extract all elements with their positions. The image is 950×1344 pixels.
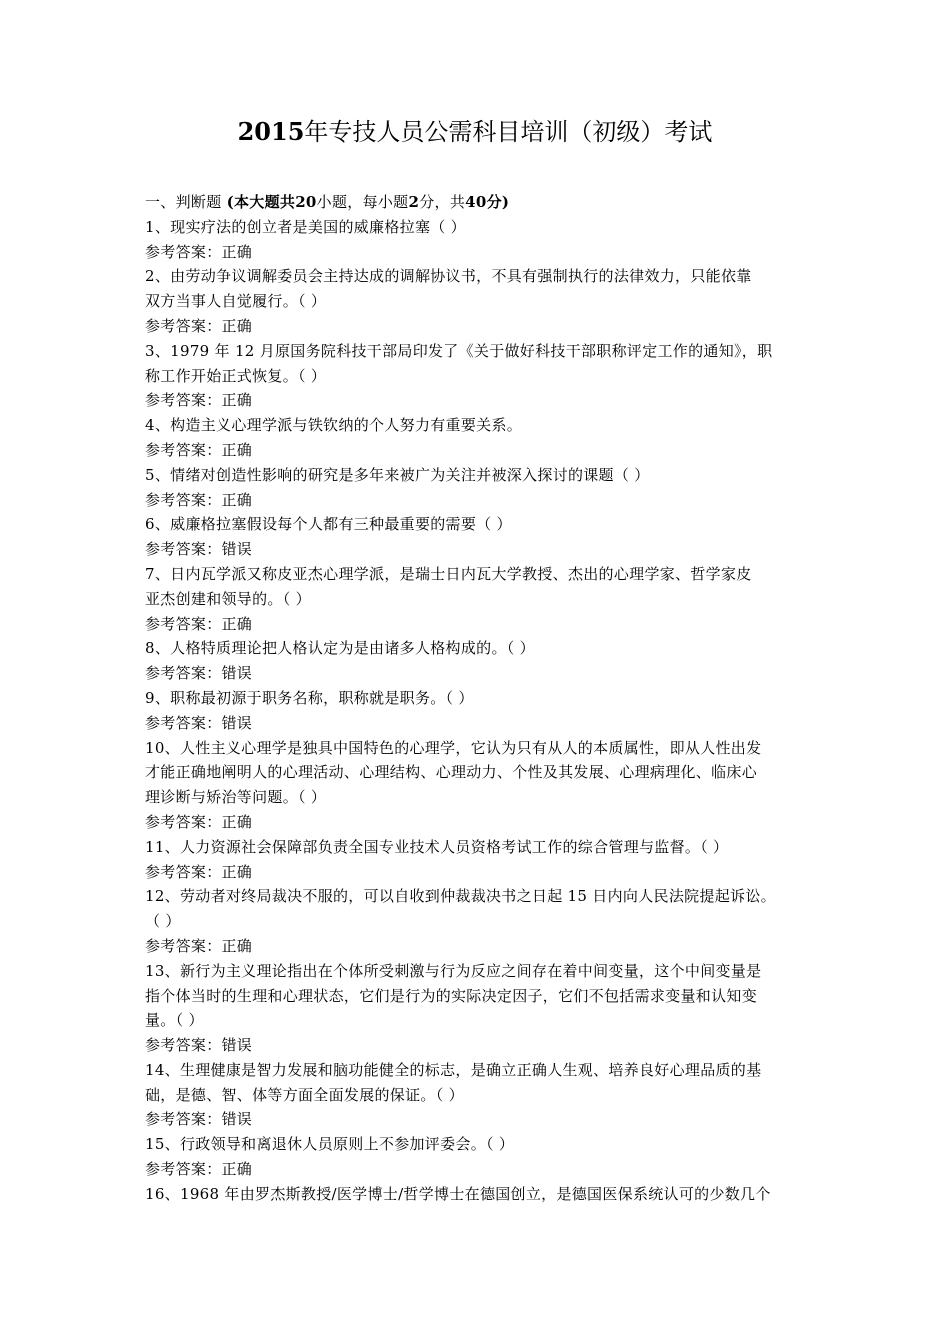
document-title [0, 114, 950, 150]
answer-line: 参考答案：正确 [145, 490, 253, 509]
question-line: 15、行政领导和离退休人员原则上不参加评委会。（ ） [145, 1135, 515, 1154]
question-line: 11、人力资源社会保障部负责全国专业技术人员资格考试工作的综合管理与监督。（ ） [145, 837, 729, 856]
answer-line: 参考答案：正确 [145, 391, 253, 410]
answer-line: 参考答案：正确 [145, 812, 253, 831]
question-line: 础，是德、智、体等方面全面发展的保证。（ ） [145, 1085, 464, 1104]
answer-line: 参考答案：错误 [145, 540, 253, 559]
answer-line: 参考答案：错误 [145, 1110, 253, 1129]
section-heading [145, 190, 810, 215]
question-line: 12、劳动者对终局裁决不服的，可以自收到仲裁裁决书之日起 15 日内向人民法院提起诉讼。 [145, 887, 776, 906]
document-body [145, 190, 810, 1207]
question-line: 亚杰创建和领导的。（ ） [145, 589, 311, 608]
question-line: 2、由劳动争议调解委员会主持达成的调解协议书，不具有强制执行的法律效力，只能依靠 [145, 267, 752, 286]
question-line: 才能正确地阐明人的心理活动、心理结构、心理动力、个性及其发展、心理病理化、临床心 [145, 763, 758, 782]
answer-line: 参考答案：正确 [145, 862, 253, 881]
answer-line: 参考答案：错误 [145, 1036, 253, 1055]
answer-line: 参考答案：正确 [145, 614, 253, 633]
question-line: 理诊断与矫治等问题。（ ） [145, 788, 327, 807]
answer-line: 参考答案：错误 [145, 713, 253, 732]
question-line: 16、1968 年由罗杰斯教授/医学博士/哲学博士在德国创立，是德国医保系统认可的少数几个 [145, 1184, 771, 1203]
section-count: 20 [295, 193, 317, 211]
section-unit: 分，共 [419, 193, 466, 211]
answer-line: 参考答案：正确 [145, 1160, 253, 1179]
question-line: 指个体当时的生理和心理状态，它们是行为的实际决定因子，它们不包括需求变量和认知变 [145, 986, 758, 1005]
answer-line: 参考答案：正确 [145, 316, 253, 335]
question-line: 9、职称最初源于职务名称，职称就是职务。（ ） [145, 688, 474, 707]
question-line: 双方当事人自觉履行。（ ） [145, 292, 327, 311]
section-prefix: 一、判断题 [145, 193, 227, 211]
question-line: 13、新行为主义理论指出在个体所受刺激与行为反应之间存在着中间变量，这个中间变量是 [145, 961, 762, 980]
question-line: 10、人性主义心理学是独具中国特色的心理学，它认为只有从人的本质属性，即从人性出发 [145, 738, 762, 757]
question-line: 7、日内瓦学派又称皮亚杰心理学派，是瑞士日内瓦大学教授、杰出的心理学家、哲学家皮 [145, 564, 752, 583]
question-line: 4、构造主义心理学派与铁钦纳的个人努力有重要关系。 [145, 416, 523, 435]
answer-line: 参考答案：正确 [145, 936, 253, 955]
question-line: 量。（ ） [145, 1011, 204, 1030]
section-points: 2 [408, 193, 420, 211]
question-line: 8、人格特质理论把人格认定为是由诸多人格构成的。（ ） [145, 639, 535, 658]
section-close: 分) [486, 193, 510, 211]
question-line: 称工作开始正式恢复。（ ） [145, 366, 327, 385]
question-line: 6、威廉格拉塞假设每个人都有三种最重要的需要（ ） [145, 515, 512, 534]
answer-line: 参考答案：正确 [145, 440, 253, 459]
title-text: 年专技人员公需科目培训（初级）考试 [304, 118, 713, 146]
answer-line: 参考答案：正确 [145, 242, 253, 261]
question-line: 1、现实疗法的创立者是美国的威廉格拉塞（ ） [145, 217, 466, 236]
section-open: (本大题共 [226, 193, 296, 211]
question-line: 14、生理健康是智力发展和脑功能健全的标志，是确立正确人生观、培养良好心理品质的基 [145, 1060, 762, 1079]
question-line: （ ） [145, 912, 181, 931]
section-per-label: 小题，每小题 [316, 193, 409, 211]
answer-line: 参考答案：错误 [145, 664, 253, 683]
section-total: 40 [465, 193, 487, 211]
question-line: 5、情绪对创造性影响的研究是多年来被广为关注并被深入探讨的课题（ ） [145, 465, 650, 484]
question-line: 3、1979 年 12 月原国务院科技干部局印发了《关于做好科技干部职称评定工作的通知》，职 [145, 341, 773, 360]
title-year: 2015 [237, 117, 305, 146]
